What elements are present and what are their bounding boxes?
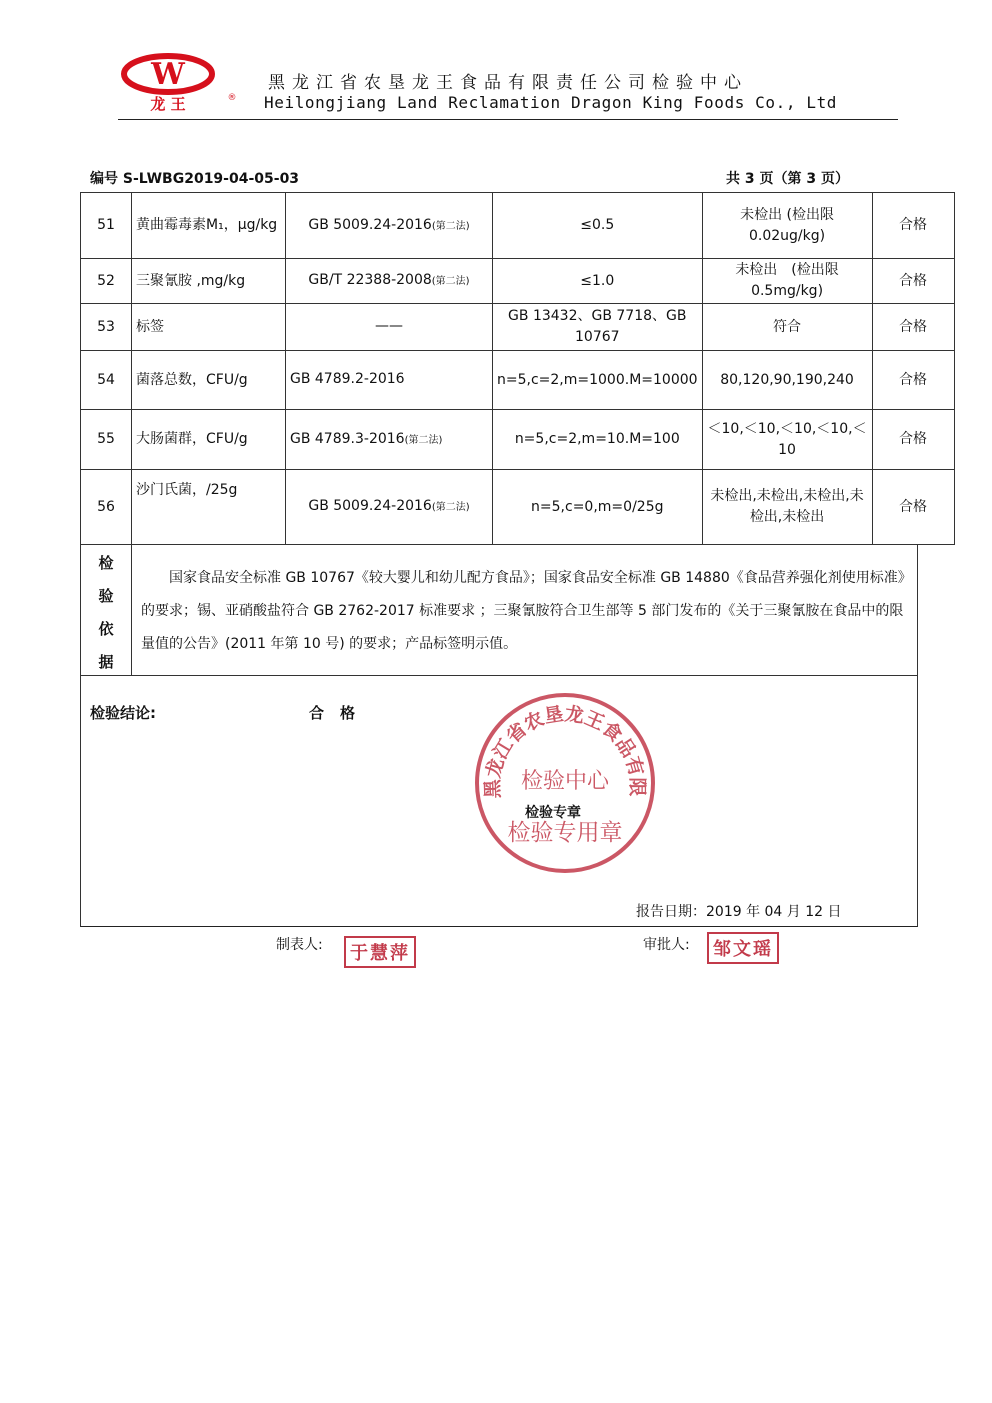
test-item: 沙门氏菌，/25g [132, 470, 286, 545]
basis-label-text: 检验依据 [98, 554, 114, 671]
seal-inner-bottom: 检验专用章 [507, 820, 623, 846]
limit-value: n=5,c=2,m=10.M=100 [493, 410, 703, 470]
test-method: GB 5009.24-2016(第二法) [286, 470, 493, 545]
test-item: 大肠菌群，CFU/g [132, 410, 286, 470]
approved-by-label: 审批人: [643, 937, 690, 953]
conclusion-value: 合格 [309, 704, 372, 722]
test-item: 黄曲霉毒素M₁，μg/kg [132, 193, 286, 259]
logo-mark: W [151, 57, 185, 92]
header-divider [118, 119, 898, 120]
test-item: 菌落总数，CFU/g [132, 351, 286, 410]
row-number: 55 [81, 410, 132, 470]
verdict: 合格 [872, 410, 954, 470]
test-method: GB 4789.2-2016 [286, 351, 493, 410]
registered-mark: ® [227, 93, 237, 103]
test-method: GB 4789.3-2016(第二法) [286, 410, 493, 470]
verdict: 合格 [872, 259, 954, 304]
row-number: 51 [81, 193, 132, 259]
test-method: GB/T 22388-2008(第二法) [286, 259, 493, 304]
test-method: —— [286, 304, 493, 351]
row-number: 53 [81, 304, 132, 351]
seal-inner-top: 检验中心 [520, 769, 610, 794]
test-result: 未检出,未检出,未检出,未检出,未检出 [702, 470, 872, 545]
limit-value: GB 13432、GB 7718、GB 10767 [493, 304, 703, 351]
basis-text: 国家食品安全标准 GB 10767《较大婴儿和幼儿配方食品》；国家食品安全标准 GB 14880《食品营养强化剂使用标准》的要求；锡、亚硝酸盐符合 GB 2762-2017 标准要求 ；三聚氰胺符合卫生部等 5 部门发布的《关于三聚氰胺在食品中的限量值的公告》(2011 年第 10 号) 的要求；产品标签明示值。 [141, 570, 905, 652]
verdict: 合格 [872, 351, 954, 410]
limit-value: n=5,c=0,m=0/25g [493, 470, 703, 545]
verdict: 合格 [872, 304, 954, 351]
verdict: 合格 [872, 470, 954, 545]
company-name-cn: 黑龙江省农垦龙王食品有限责任公司检验中心 [268, 73, 748, 93]
results-table [80, 192, 955, 545]
table-row [81, 470, 955, 545]
seal-label: 检验专章 [525, 805, 581, 821]
test-method: GB 5009.24-2016(第二法) [286, 193, 493, 259]
approved-by-stamp: 邹文瑶 [707, 932, 779, 964]
test-result: 未检出 (检出限 0.02ug/kg) [702, 193, 872, 259]
basis-label [81, 545, 132, 675]
limit-value: n=5,c=2,m=1000.M=10000 [493, 351, 703, 410]
test-item: 标签 [132, 304, 286, 351]
report-date: 报告日期：2019 年 04 月 12 日 [636, 904, 842, 920]
logo-text: 龙 王 [150, 95, 186, 113]
test-result: 符合 [702, 304, 872, 351]
prepared-by-label: 制表人: [276, 937, 323, 953]
limit-value: ≤1.0 [493, 259, 703, 304]
limit-value: ≤0.5 [493, 193, 703, 259]
prepared-by-stamp: 于慧萍 [344, 936, 416, 968]
company-logo [118, 52, 242, 114]
test-result: 80,120,90,190,240 [702, 351, 872, 410]
test-item: 三聚氰胺 ,mg/kg [132, 259, 286, 304]
row-number: 52 [81, 259, 132, 304]
table-row [81, 304, 955, 351]
test-result: 未检出 (检出限 0.5mg/kg) [702, 259, 872, 304]
table-row [81, 259, 955, 304]
row-number: 54 [81, 351, 132, 410]
seal-ring-text: 黑龙江省农垦龙王食品有限 [481, 703, 649, 799]
official-seal [470, 688, 660, 878]
verdict: 合格 [872, 193, 954, 259]
row-number: 56 [81, 470, 132, 545]
company-name-en: Heilongjiang Land Reclamation Dragon King Foods Co., Ltd [264, 93, 838, 112]
page-count: 共 3 页（第 3 页） [726, 171, 849, 187]
table-row [81, 410, 955, 470]
test-result: ＜10,＜10,＜10,＜10,＜10 [702, 410, 872, 470]
table-row [81, 193, 955, 259]
report-number: 编号 S-LWBG2019-04-05-03 [90, 171, 300, 187]
conclusion-label: 检验结论: [90, 704, 156, 722]
table-row [81, 351, 955, 410]
inspection-basis [80, 545, 918, 676]
